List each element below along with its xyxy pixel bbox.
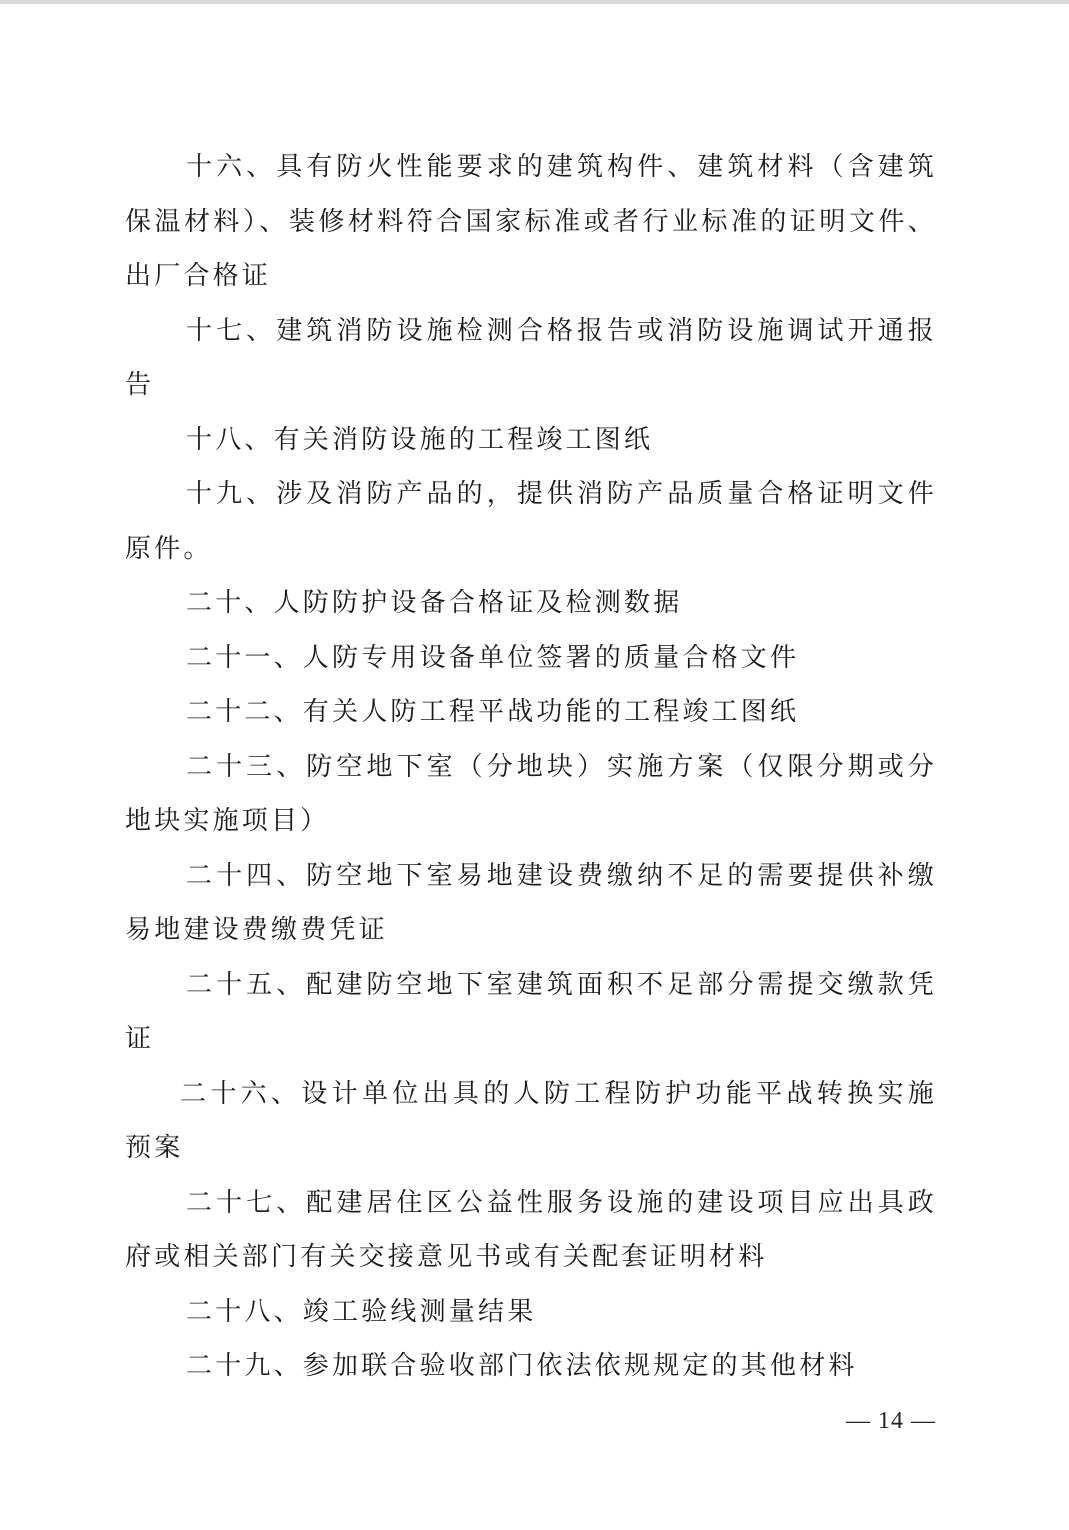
page-number: — 14 — bbox=[846, 1408, 936, 1434]
list-item: 二十一、人防专用设备单位签署的质量合格文件 bbox=[186, 642, 800, 673]
top-border bbox=[0, 0, 1069, 4]
list-item: 二十八、竣工验线测量结果 bbox=[186, 1296, 537, 1327]
list-item: 二十七、配建居住区公益性服务设施的建设项目应出具政府或相关部门有关交接意见书或有关配套证明材料 bbox=[125, 1187, 937, 1272]
list-item: 二十、人防防护设备合格证及检测数据 bbox=[186, 588, 683, 618]
list-item: 十七、建筑消防设施检测合格报告或消防设施调试开通报告 bbox=[125, 315, 937, 400]
list-item: 二十二、有关人防工程平战功能的工程竣工图纸 bbox=[186, 697, 800, 727]
list-item: 二十九、参加联合验收部门依法依规规定的其他材料 bbox=[186, 1351, 858, 1381]
list-item: 二十六、设计单位出具的人防工程防护功能平战转换实施预案 bbox=[125, 1078, 937, 1163]
list-item: 十九、涉及消防产品的，提供消防产品质量合格证明文件原件。 bbox=[125, 479, 937, 564]
list-item: 二十三、防空地下室（分地块）实施方案（仅限分期或分地块实施项目） bbox=[125, 751, 937, 836]
list-item: 二十五、配建防空地下室建筑面积不足部分需提交缴款凭证 bbox=[125, 969, 937, 1054]
list-item: 十六、具有防火性能要求的建筑构件、建筑材料（含建筑保温材料）、装修材料符合国家标准或者行业标准的证明文件、出厂合格证 bbox=[125, 152, 937, 291]
list-item: 二十四、防空地下室易地建设费缴纳不足的需要提供补缴易地建设费缴费凭证 bbox=[125, 860, 937, 945]
list-item: 十八、有关消防设施的工程竣工图纸 bbox=[186, 424, 654, 455]
document-body bbox=[125, 140, 937, 1394]
